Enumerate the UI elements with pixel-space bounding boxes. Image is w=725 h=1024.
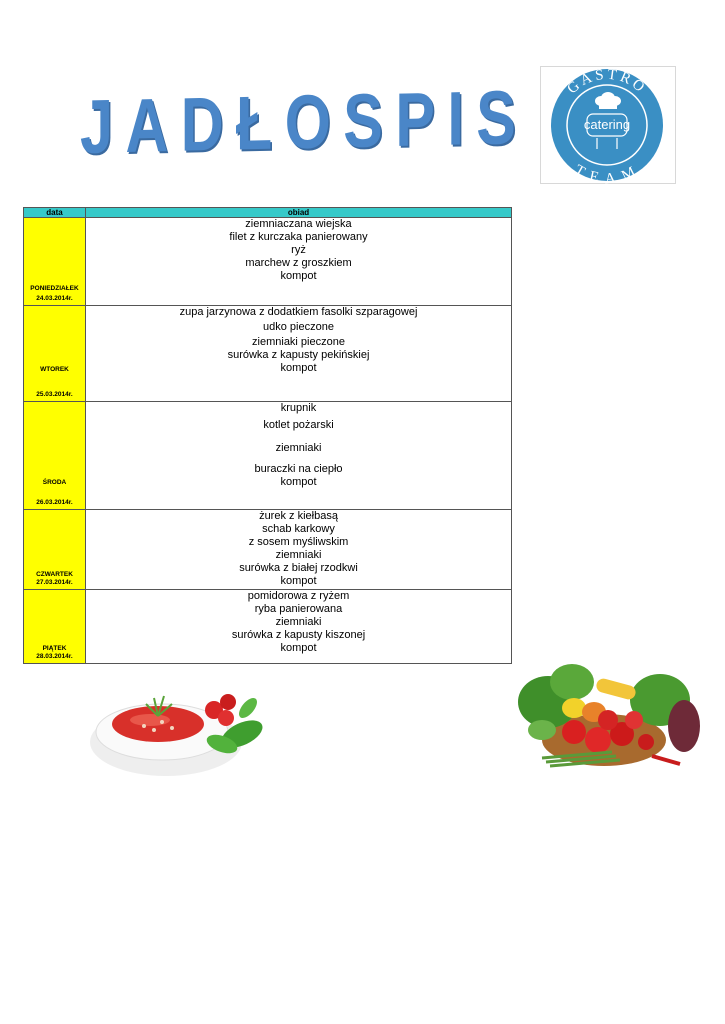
day-name: WTOREK [40,366,69,373]
table-row [24,306,512,402]
dish-item: żurek z kiełbasą [259,510,338,522]
day-cell [24,590,86,664]
dish-item: surówka z białej rzodkwi [239,562,358,574]
table-row [24,510,512,590]
header-date: data [24,208,86,218]
day-cell [24,306,86,402]
dish-item: kotlet pożarski [263,419,334,431]
day-date: 24.03.2014r. [36,295,73,302]
menu-table [23,207,512,664]
dish-item: ziemniaki [275,616,322,628]
day-date: 26.03.2014r. [36,499,73,506]
dish-item: ryż [291,244,306,256]
dish-item: ziemniaki [275,549,322,561]
day-cell [24,218,86,306]
dish-item: kompot [280,476,317,488]
dish-item: buraczki na ciepło [254,463,343,475]
table-row [24,218,512,306]
dish-item: surówka z kapusty pekińskiej [227,349,370,361]
dishes-cell [86,402,512,510]
dish-item: krupnik [280,402,317,414]
dish-item: ryba panierowana [254,603,343,615]
vegetable-basket-image [512,660,700,774]
gastro-team-logo [540,66,676,184]
dish-item: ziemniaki pieczone [252,336,345,348]
day-cell [24,510,86,590]
dishes-cell [86,218,512,306]
day-date: 28.03.2014r. [36,653,73,660]
dish-item: schab karkowy [262,523,335,535]
dish-item: surówka z kapusty kiszonej [231,629,366,641]
header-meal: obiad [86,208,512,218]
dishes-cell [86,306,512,402]
table-row [24,402,512,510]
day-name: PONIEDZIAŁEK [30,285,79,292]
dish-item: z sosem myśliwskim [248,536,349,548]
day-name: ŚRODA [42,479,67,486]
dish-item: udko pieczone [263,321,334,333]
tomato-soup-image [88,678,276,790]
table-header-row [24,208,512,218]
dish-item: filet z kurczaka panierowany [229,231,368,243]
day-date: 25.03.2014r. [36,391,73,398]
dish-item: ziemniaczana wiejska [245,218,352,230]
dish-item: marchew z groszkiem [245,257,352,269]
dish-item: pomidorowa z ryżem [247,590,350,602]
dishes-cell [86,590,512,664]
dish-item: kompot [280,362,317,374]
page-title: JADŁOSPIS [80,74,529,170]
dishes-cell [86,510,512,590]
day-name: PIĄTEK [42,645,67,652]
logo-bottom-text: TEAM [571,162,642,185]
dish-item: zupa jarzynowa z dodatkiem fasolki szparagowej [179,306,418,318]
dish-item: kompot [280,270,317,282]
dish-item: kompot [280,642,317,654]
table-row [24,590,512,664]
day-date: 27.03.2014r. [36,579,73,586]
day-cell [24,402,86,510]
logo-middle-text: catering [583,117,631,132]
day-name: CZWARTEK [36,571,73,578]
dish-item: ziemniaki [275,442,322,454]
dish-item: kompot [280,575,317,587]
logo-top-text: GASTRO [564,67,650,98]
